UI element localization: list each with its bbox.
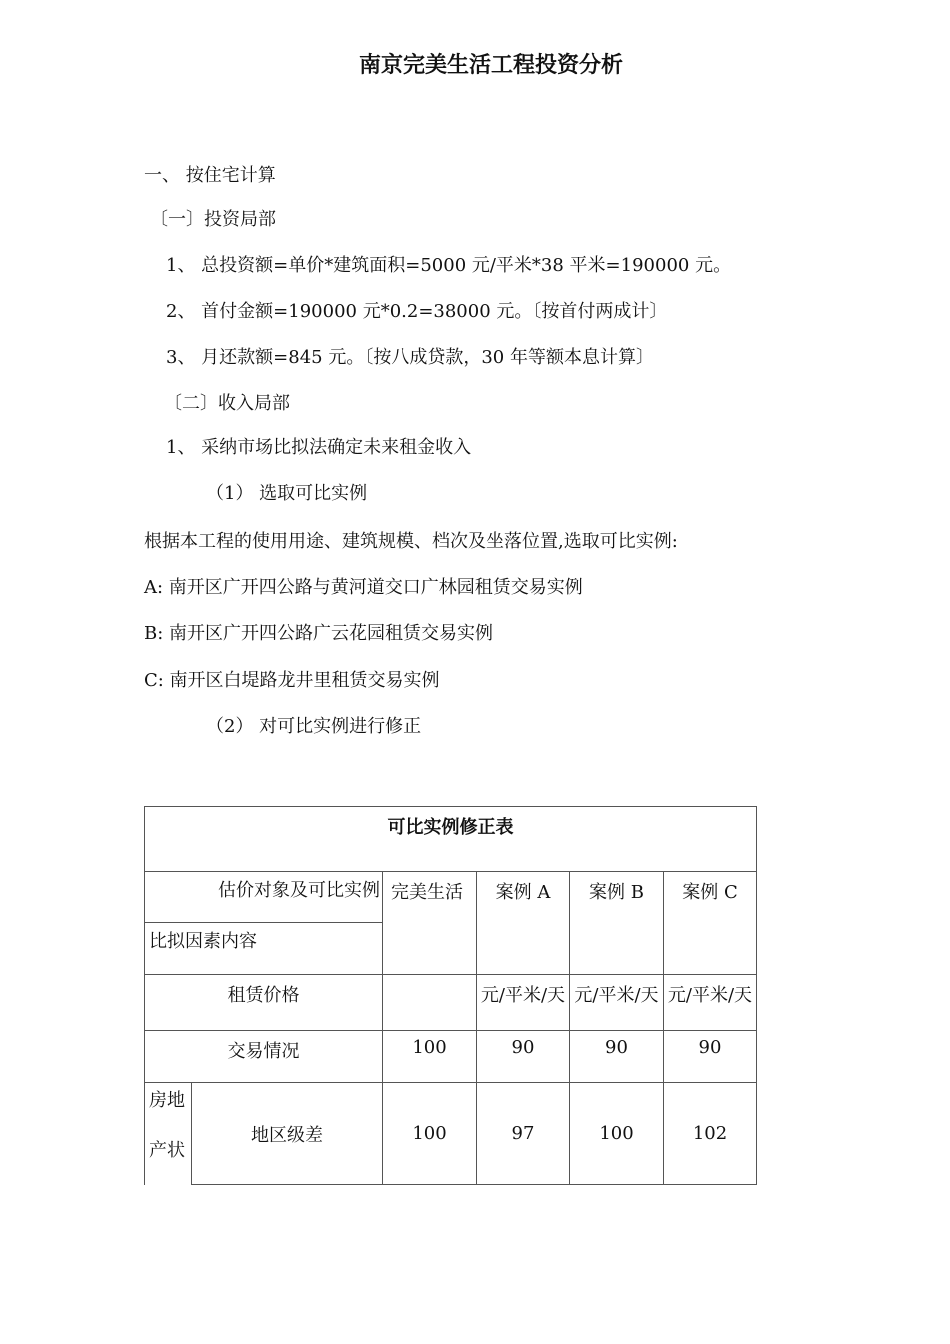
column-header-subject: 完美生活: [383, 872, 477, 975]
table-cell: 100: [570, 1083, 664, 1185]
table-cell: 102: [664, 1083, 757, 1185]
table-row: [145, 1083, 757, 1185]
column-header-case-c: 案例 C: [664, 872, 757, 975]
table-row: [145, 1031, 757, 1083]
table-cell: 元/平米/天: [570, 975, 664, 1031]
table-cell: 97: [477, 1083, 570, 1185]
column-header-case-b: 案例 B: [570, 872, 664, 975]
income-item-1: 1、 采纳市场比拟法确定未来租金收入: [166, 437, 472, 458]
group-label-cell: [145, 1083, 192, 1185]
table-cell: 90: [664, 1031, 757, 1083]
table-row: [145, 975, 757, 1031]
investment-item-1: 1、 总投资额=单价*建筑面积=5000 元/平米*38 平米=190000 元。: [166, 255, 732, 276]
column-header-case-a: 案例 A: [477, 872, 570, 975]
table-cell: 90: [570, 1031, 664, 1083]
case-a: A: 南开区广开四公路与黄河道交口广林园租赁交易实例: [144, 577, 583, 598]
group-label-line2: 产状: [149, 1140, 185, 1161]
sub-item-adjust-cases: （2） 对可比实例进行修正: [206, 716, 422, 737]
table-cell: 100: [383, 1031, 477, 1083]
header-diagonal-cell: [145, 872, 383, 975]
page-title: 南京完美生活工程投资分析: [359, 52, 624, 78]
sub-item-select-cases: （1） 选取可比实例: [206, 483, 368, 504]
table-cell: [383, 975, 477, 1031]
intro-paragraph: 根据本工程的使用用途、建筑规模、档次及坐落位置,选取可比实例:: [144, 531, 678, 552]
row-label-district: 地区级差: [192, 1083, 383, 1185]
table-cell: 元/平米/天: [477, 975, 570, 1031]
header-top-label: 估价对象及可比实例: [218, 880, 380, 901]
table-cell: 90: [477, 1031, 570, 1083]
subsection-heading-income: 〔二〕收入局部: [164, 393, 290, 414]
table-cell: 元/平米/天: [664, 975, 757, 1031]
investment-item-3: 3、 月还款额=845 元。〔按八成贷款，30 年等额本息计算〕: [166, 347, 654, 368]
case-c: C: 南开区白堤路龙井里租赁交易实例: [144, 670, 440, 691]
header-bottom-label: 比拟因素内容: [149, 931, 257, 952]
table-caption: 可比实例修正表: [145, 807, 757, 872]
investment-item-2: 2、 首付金额=190000 元*0.2=38000 元。〔按首付两成计〕: [166, 301, 668, 322]
table-cell: 100: [383, 1083, 477, 1185]
group-label-line1: 房地: [149, 1090, 185, 1111]
section-heading: 一、 按住宅计算: [144, 165, 276, 186]
row-label-transaction: 交易情况: [145, 1031, 383, 1083]
subsection-heading-investment: 〔一〕投资局部: [150, 209, 276, 230]
row-label-rent-price: 租赁价格: [145, 975, 383, 1031]
case-b: B: 南开区广开四公路广云花园租赁交易实例: [144, 623, 494, 644]
comparison-table: [144, 806, 757, 1185]
header-divider: [145, 922, 382, 923]
